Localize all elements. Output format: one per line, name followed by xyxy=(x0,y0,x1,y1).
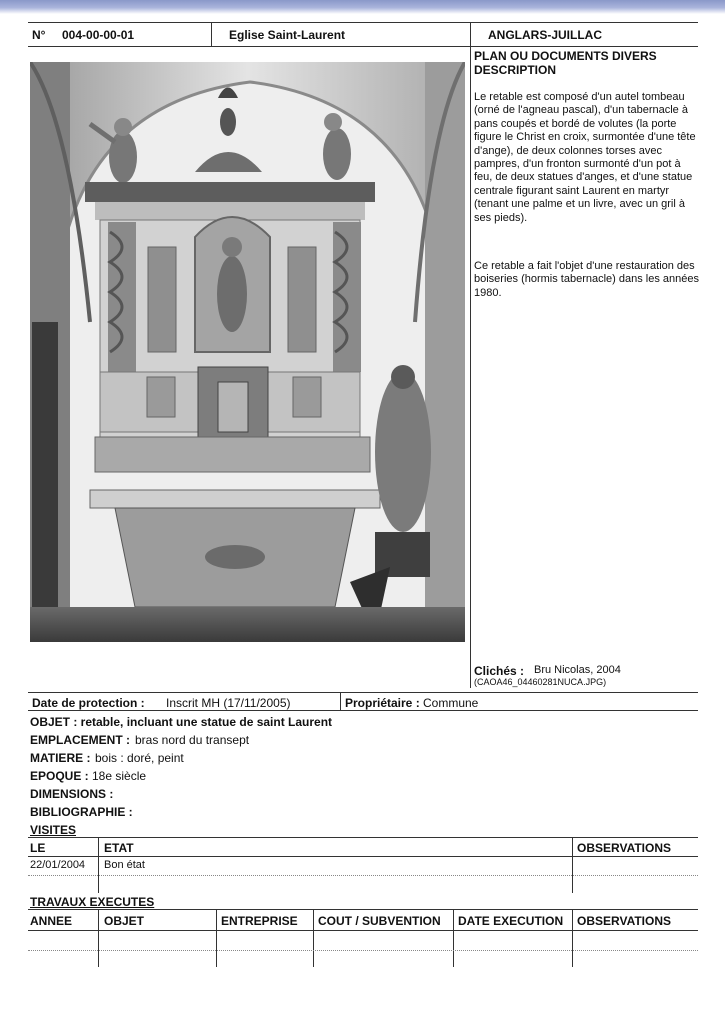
record-number: 004-00-00-01 xyxy=(62,28,135,42)
building-title: Eglise Saint-Laurent xyxy=(229,28,346,42)
protection-value: Inscrit MH (17/11/2005) xyxy=(166,696,291,710)
description-paragraph-2: Ce retable a fait l'objet d'une restauration des boiseries (hormis tabernacle) dans les années 1980. xyxy=(474,260,700,299)
visites-header-le: LE xyxy=(30,841,46,855)
cliches-value: Bru Nicolas, 2004 xyxy=(534,664,621,676)
cliches-label: Clichés : xyxy=(474,664,525,678)
travaux-header-rule xyxy=(28,930,698,931)
number-label: N° xyxy=(32,28,46,42)
matiere-label: MATIERE : xyxy=(30,751,91,765)
section-title-description: DESCRIPTION xyxy=(474,63,557,77)
travaux-header-date-execution: DATE EXECUTION xyxy=(458,914,564,928)
visites-header-rule xyxy=(28,856,698,857)
protection-bottom-rule xyxy=(28,710,698,711)
top-color-band xyxy=(0,0,725,14)
protection-label: Date de protection : xyxy=(32,696,145,710)
travaux-header-observations: OBSERVATIONS xyxy=(577,914,672,928)
commune-name: ANGLARS-JUILLAC xyxy=(488,28,602,42)
photo-filename: (CAOA46_04460281NUCA.JPG) xyxy=(474,677,607,687)
travaux-top-rule xyxy=(28,909,698,910)
travaux-col-divider-2 xyxy=(216,909,217,967)
dimensions-label: DIMENSIONS : xyxy=(30,787,114,801)
matiere-value: bois : doré, peint xyxy=(95,751,184,765)
visites-col-divider-1 xyxy=(98,837,99,893)
travaux-header-entreprise: ENTREPRISE xyxy=(221,914,298,928)
protection-top-rule xyxy=(28,692,698,693)
section-title-plan: PLAN OU DOCUMENTS DIVERS xyxy=(474,49,657,63)
travaux-header-annee: ANNEE xyxy=(30,914,73,928)
travaux-col-divider-3 xyxy=(313,909,314,967)
retable-photo xyxy=(30,62,465,642)
epoque-value: 18e siècle xyxy=(92,769,147,783)
travaux-row-rule xyxy=(28,950,698,951)
visites-row-date: 22/01/2004 xyxy=(30,859,86,871)
description-paragraph-1: Le retable est composé d'un autel tombeau (orné de l'agneau pascal), d'un tabernacle à pans coupés et bordé de volutes (la porte figure le Christ en croix, surmontée d'une tête d'ange), de deux colonnes torses avec pampres, d'un fronton surmonté d'un pot à feu, de deux statues d'anges, et d'une statue centrale figurant saint Laurent en martyr (tenant une palme et un livre, avec un gril à ses pieds). xyxy=(474,91,696,224)
header-bottom-rule xyxy=(28,46,698,47)
header-top-rule xyxy=(28,22,698,23)
emplacement-value: bras nord du transept xyxy=(135,733,250,747)
visites-title: VISITES xyxy=(30,823,77,837)
column-divider xyxy=(470,22,471,688)
travaux-col-divider-5 xyxy=(572,909,573,967)
visites-col-divider-2 xyxy=(572,837,573,893)
travaux-col-divider-4 xyxy=(453,909,454,967)
header-divider-1 xyxy=(211,22,212,46)
owner-value: Commune xyxy=(423,696,479,710)
visites-top-rule xyxy=(28,837,698,838)
visites-header-observations: OBSERVATIONS xyxy=(577,841,672,855)
travaux-col-divider-1 xyxy=(98,909,99,967)
protection-divider xyxy=(340,692,341,710)
visites-row-rule xyxy=(28,875,698,876)
visites-row-etat: Bon état xyxy=(104,859,145,871)
bibliographie-label: BIBLIOGRAPHIE : xyxy=(30,805,133,819)
emplacement-label: EMPLACEMENT : xyxy=(30,733,130,747)
visites-header-etat: ETAT xyxy=(104,841,134,855)
travaux-header-objet: OBJET xyxy=(104,914,145,928)
objet-field: OBJET : retable, incluant une statue de saint Laurent xyxy=(30,715,333,729)
travaux-header-cout: COUT / SUBVENTION xyxy=(318,914,441,928)
epoque-label: EPOQUE : xyxy=(30,769,89,783)
travaux-title: TRAVAUX EXECUTES xyxy=(30,895,155,909)
owner-label: Propriétaire : xyxy=(345,696,420,710)
